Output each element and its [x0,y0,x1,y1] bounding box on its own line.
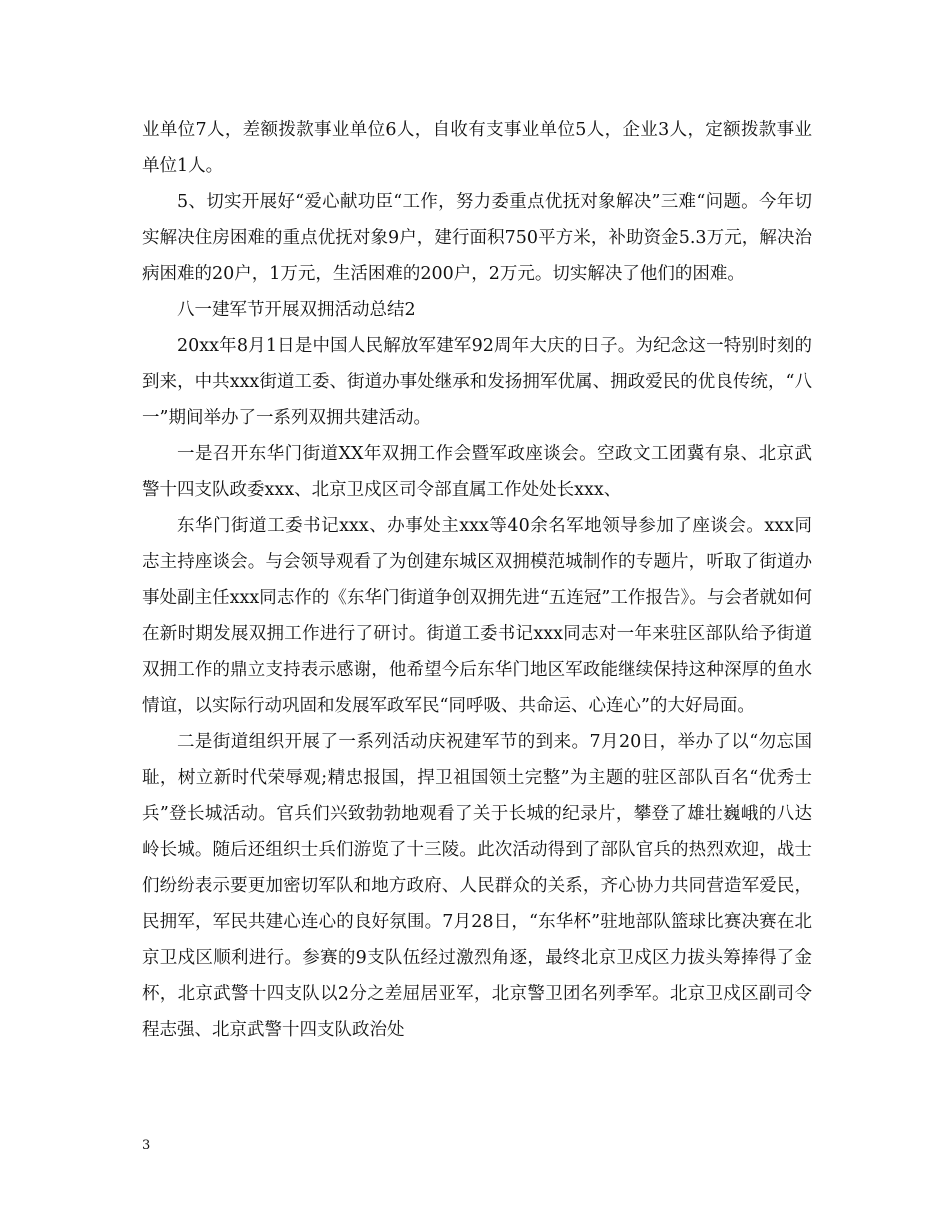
document-body [142,112,812,1048]
page-number: 3 [142,1138,151,1153]
paragraph-1: 业单位7人，差额拨款事业单位6人，自收有支事业单位5人，企业3人，定额拨款事业单位1人。 [142,120,812,176]
paragraph-3: 20xx年8月1日是中国人民解放军建军92周年大庆的日子。为纪念这一特别时刻的到来，中共xxx街道工委、街道办事处继承和发扬拥军优属、拥政爱民的优良传统，“八一”期间举办了一系列双拥共建活动。 [142,336,812,428]
paragraph-5: 东华门街道工委书记xxx、办事处主xxx等40余名军地领导参加了座谈会。xxx同志主持座谈会。与会领导观看了为创建东城区双拥模范城制作的专题片，听取了街道办事处副主任xxx同志作的《东华门街道争创双拥先进“五连冠”工作报告》。与会者就如何在新时期发展双拥工作进行了研讨。街道工委书记xxx同志对一年来驻区部队给予街道双拥工作的鼎立支持表示感谢，他希望今后东华门地区军政能继续保持这种深厚的鱼水情谊，以实际行动巩固和发展军政军民“同呼吸、共命运、心连心”的大好局面。 [142,516,812,716]
paragraph-6: 二是街道组织开展了一系列活动庆祝建军节的到来。7月20日，举办了以“勿忘国耻，树立新时代荣辱观;精忠报国，捍卫祖国领土完整”为主题的驻区部队百名“优秀士兵”登长城活动。官兵们兴致勃勃地观看了关于长城的纪录片，攀登了雄壮巍峨的八达岭长城。随后还组织士兵们游览了十三陵。此次活动得到了部队官兵的热烈欢迎，战士们纷纷表示要更加密切军队和地方政府、人民群众的关系，齐心协力共同营造军爱民，民拥军，军民共建心连心的良好氛围。7月28日，“东华杯”驻地部队篮球比赛决赛在北京卫戍区顺利进行。参赛的9支队伍经过激烈角逐，最终北京卫戍区力拔头筹捧得了金杯，北京武警十四支队以2分之差屈居亚军，北京警卫团名列季军。北京卫戍区副司令程志强、北京武警十四支队政治处 [142,732,812,1040]
paragraph-2: 5、切实开展好“爱心献功臣“工作，努力委重点优抚对象解决”三难“问题。今年切实解决住房困难的重点优抚对象9户，建行面积750平方米，补助资金5.3万元，解决治病困难的20户，1万元，生活困难的200户，2万元。切实解决了他们的困难。 [142,192,812,284]
section-heading: 八一建军节开展双拥活动总结2 [177,300,416,320]
paragraph-4: 一是召开东华门街道XX年双拥工作会暨军政座谈会。空政文工团冀有泉、北京武警十四支队政委xxx、北京卫戍区司令部直属工作处处长xxx、 [142,444,812,500]
